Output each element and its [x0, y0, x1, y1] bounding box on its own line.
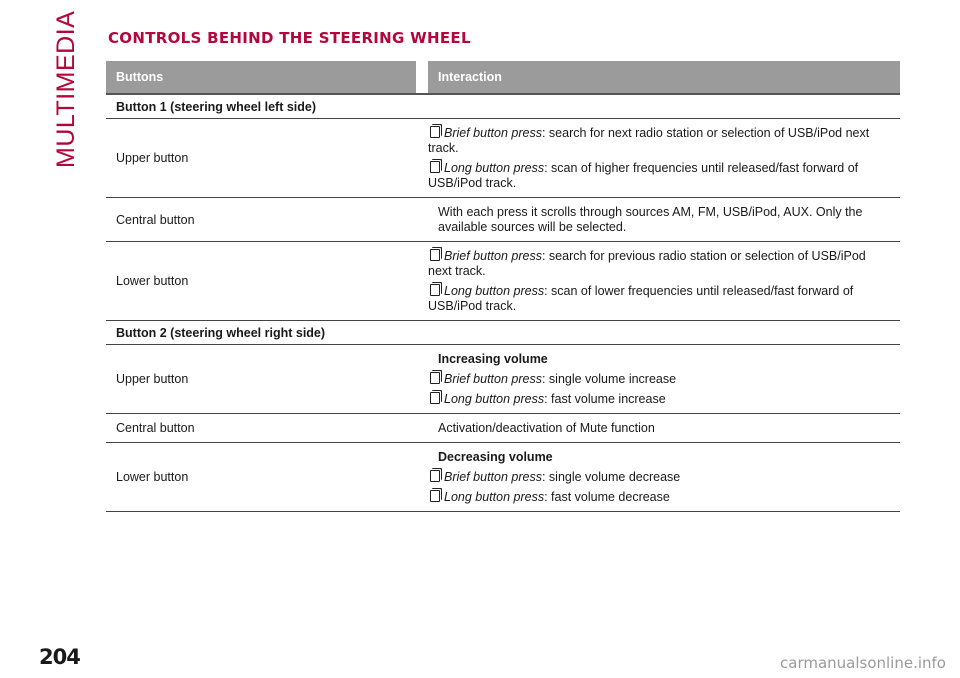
- interaction-cell: [428, 198, 900, 242]
- header-gap: [416, 61, 428, 94]
- button-name: Upper button: [106, 345, 416, 414]
- section-heading: Button 1 (steering wheel left side): [106, 94, 900, 119]
- checkbox-bullet-icon: [430, 161, 440, 173]
- table-row: [106, 414, 900, 443]
- interaction-cell: [428, 345, 900, 414]
- button-name: Lower button: [106, 443, 416, 512]
- interaction-text: Activation/deactivation of Mute function: [438, 421, 655, 435]
- interaction-cell: [428, 443, 900, 512]
- checkbox-bullet-icon: [430, 126, 440, 138]
- section-row-button2: [106, 321, 900, 345]
- table-row: [106, 443, 900, 512]
- section-row-button1: [106, 94, 900, 119]
- section-heading: Button 2 (steering wheel right side): [106, 321, 900, 345]
- bullet-line: Brief button press: search for next radio station or selection of USB/iPod next track.: [428, 126, 870, 155]
- table-row: [106, 345, 900, 414]
- button-name: Lower button: [106, 242, 416, 321]
- checkbox-bullet-icon: [430, 392, 440, 404]
- button-name: Central button: [106, 414, 416, 443]
- table-row: [106, 119, 900, 198]
- checkbox-bullet-icon: [430, 284, 440, 296]
- section-tab-label: MULTIMEDIA: [52, 10, 80, 168]
- button-name: Upper button: [106, 119, 416, 198]
- section-tab: [52, 10, 82, 168]
- interaction-cell: [428, 119, 900, 198]
- bullet-line: Long button press: scan of lower frequencies until released/fast forward of USB/iPod track.: [428, 284, 854, 313]
- controls-table: [106, 61, 900, 512]
- checkbox-bullet-icon: [430, 372, 440, 384]
- table-header-row: [106, 61, 900, 94]
- interaction-cell: [428, 414, 900, 443]
- bullet-line: Brief button press: search for previous radio station or selection of USB/iPod next track.: [428, 249, 866, 278]
- page-number: 204: [39, 645, 80, 669]
- bullet-line: Long button press: scan of higher frequencies until released/fast forward of USB/iPod track.: [428, 161, 859, 190]
- checkbox-bullet-icon: [430, 249, 440, 261]
- header-interaction: Interaction: [428, 61, 900, 94]
- interaction-cell: [428, 242, 900, 321]
- button-name: Central button: [106, 198, 416, 242]
- watermark: carmanualsonline.info: [780, 654, 946, 672]
- interaction-text: With each press it scrolls through sources AM, FM, USB/iPod, AUX. Only the available sources will be selected.: [438, 205, 863, 234]
- bullet-line: Long button press: fast volume increase: [428, 392, 892, 407]
- table-row: [106, 198, 900, 242]
- bullet-line: Brief button press: single volume increase: [428, 372, 892, 387]
- table-row: [106, 242, 900, 321]
- checkbox-bullet-icon: [430, 470, 440, 482]
- checkbox-bullet-icon: [430, 490, 440, 502]
- bullet-line: Long button press: fast volume decrease: [428, 490, 892, 505]
- bullet-line: Brief button press: single volume decrease: [428, 470, 892, 485]
- page-title: CONTROLS BEHIND THE STEERING WHEEL: [108, 29, 471, 47]
- interaction-subheading: Increasing volume: [438, 352, 548, 366]
- header-buttons: Buttons: [106, 61, 416, 94]
- interaction-subheading: Decreasing volume: [438, 450, 553, 464]
